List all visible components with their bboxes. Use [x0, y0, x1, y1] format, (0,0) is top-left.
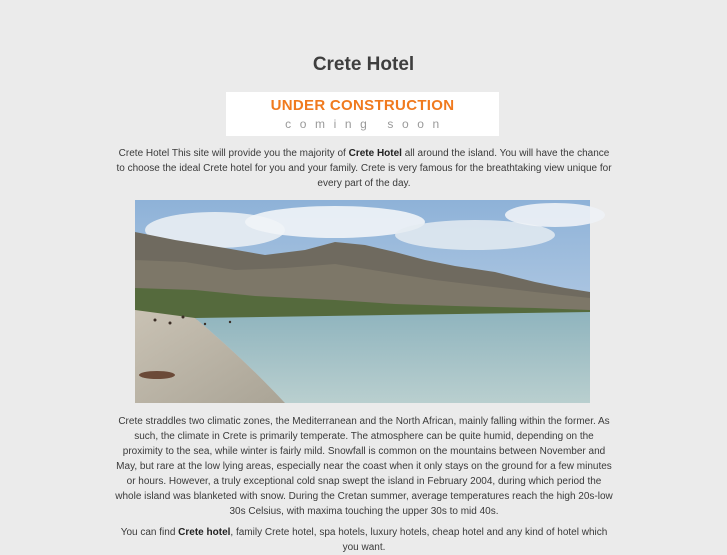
page-title: Crete Hotel [312, 54, 415, 75]
closing-text-1: You can find [120, 527, 179, 538]
intro-text-1: Crete Hotel This site will provide you the majority of [118, 148, 349, 159]
closing-bold-keyword: Crete hotel [178, 527, 231, 538]
closing-text-2: , family Crete hotel, spa hotels, luxury hotels, cheap hotel and any kind of hotel which you want. [230, 527, 608, 553]
banner-subheading: coming soon [285, 117, 448, 131]
under-construction-banner [226, 92, 499, 136]
intro-bold-keyword: Crete Hotel [348, 148, 402, 159]
closing-paragraph [114, 525, 614, 555]
intro-text-2: all around the island. You will have the chance to choose the ideal Crete hotel for you and your family. Crete is very famous for the breathtaking view unique for every part of the day. [116, 148, 612, 189]
climate-paragraph: Crete straddles two climatic zones, the Mediterranean and the North African, mainly falling within the former. As such, the climate in Crete is primarily temperate. The atmosphere can be quite humid, depending on the proximity to the sea, while winter is fairly mild. Snowfall is common on the mountains between November and May, but rare at the low lying areas, especially near the coast when it only stays on the ground for a few minutes or hours. However, a truly exceptional cold snap swept the island in February 2004, during which period the whole island was blanketed with snow. During the Cretan summer, average temperatures reach the high 20s-low 30s Celsius, with maxima touching the upper 30s to mid 40s. [115, 416, 613, 517]
intro-paragraph [114, 146, 614, 191]
banner-heading: UNDER CONSTRUCTION [270, 97, 455, 114]
beach-photo [135, 200, 590, 403]
